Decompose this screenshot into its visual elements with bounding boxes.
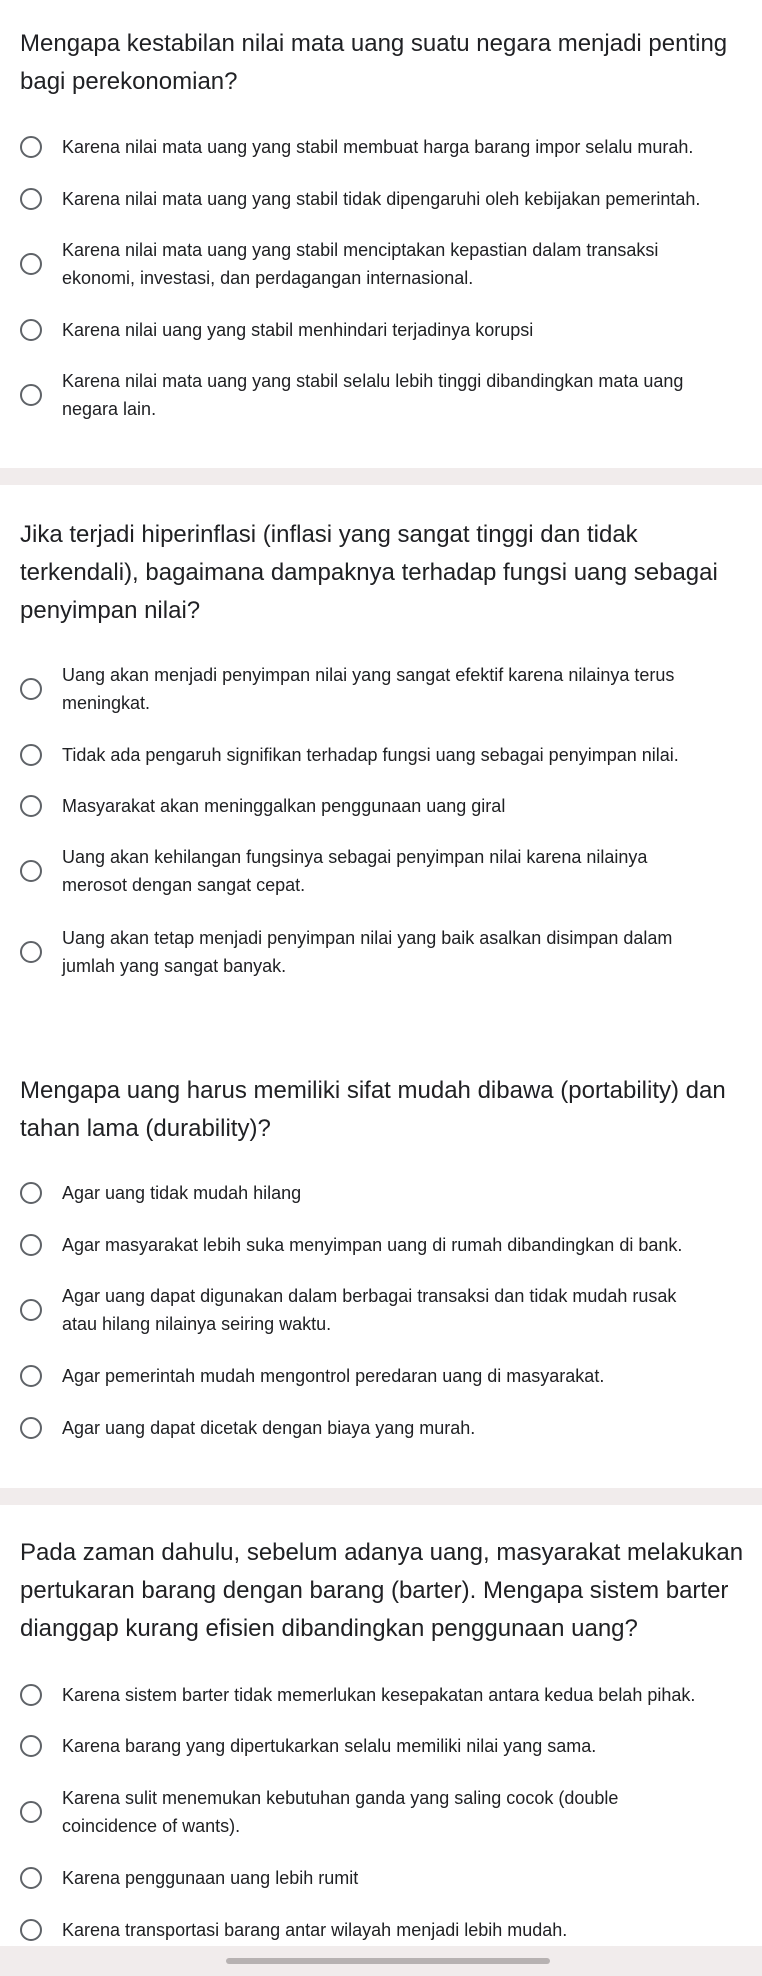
radio-button[interactable] [20, 678, 42, 700]
radio-button[interactable] [20, 136, 42, 158]
option-label: Karena nilai mata uang yang stabil menciptakan kepastian dalam transaksi ekonomi, investasi, dan perdagangan internasional. [62, 240, 659, 288]
radio-button[interactable] [20, 744, 42, 766]
option-label: Agar pemerintah mudah mengontrol peredaran uang di masyarakat. [62, 1366, 605, 1386]
option-label: Karena sistem barter tidak memerlukan kesepakatan antara kedua belah pihak. [62, 1685, 696, 1705]
option-label: Karena sulit menemukan kebutuhan ganda yang saling cocok (double coincidence of wants). [62, 1788, 619, 1836]
radio-button[interactable] [20, 253, 42, 275]
question-line: tahan lama (durability)? [20, 1115, 271, 1142]
radio-button[interactable] [20, 860, 42, 882]
question-card [0, 485, 762, 1042]
option-label: Masyarakat akan meninggalkan penggunaan uang giral [62, 796, 506, 816]
option-label: Karena penggunaan uang lebih rumit [62, 1868, 359, 1888]
option-label: Karena nilai mata uang yang stabil selalu lebih tinggi dibandingkan mata uang negara lain. [62, 371, 684, 419]
option-label: Agar uang tidak mudah hilang [62, 1183, 302, 1203]
option-label: Karena nilai mata uang yang stabil membuat harga barang impor selalu murah. [62, 137, 694, 157]
home-indicator[interactable] [226, 1958, 550, 1964]
question-line: Mengapa kestabilan nilai mata uang suatu negara menjadi penting [20, 30, 728, 57]
radio-button[interactable] [20, 1801, 42, 1823]
option-label: Uang akan menjadi penyimpan nilai yang sangat efektif karena nilainya terus meningkat. [62, 665, 675, 713]
option-label: Tidak ada pengaruh signifikan terhadap fungsi uang sebagai penyimpan nilai. [62, 745, 679, 765]
radio-button[interactable] [20, 1299, 42, 1321]
radio-button[interactable] [20, 384, 42, 406]
question-line: penyimpan nilai? [20, 597, 201, 624]
question-text [20, 1534, 762, 1648]
question-line: Jika terjadi hiperinflasi (inflasi yang sangat tinggi dan tidak [20, 521, 638, 548]
option-label: Agar masyarakat lebih suka menyimpan uang di rumah dibandingkan di bank. [62, 1235, 683, 1255]
option-label: Karena transportasi barang antar wilayah menjadi lebih mudah. [62, 1920, 568, 1940]
question-text [20, 25, 762, 101]
option-label: Karena nilai mata uang yang stabil tidak dipengaruhi oleh kebijakan pemerintah. [62, 189, 701, 209]
option-label: Uang akan kehilangan fungsinya sebagai penyimpan nilai karena nilainya merosot dengan sangat cepat. [62, 847, 648, 895]
question-line: Pada zaman dahulu, sebelum adanya uang, masyarakat melakukan [20, 1539, 744, 1566]
question-text [20, 516, 762, 630]
radio-button[interactable] [20, 795, 42, 817]
radio-button[interactable] [20, 319, 42, 341]
question-line: dianggap kurang efisien dibandingkan penggunaan uang? [20, 1615, 638, 1642]
radio-button[interactable] [20, 1417, 42, 1439]
question-line: terkendali), bagaimana dampaknya terhadap fungsi uang sebagai [20, 559, 718, 586]
radio-button[interactable] [20, 188, 42, 210]
question-line: Mengapa uang harus memiliki sifat mudah dibawa (portability) dan [20, 1077, 726, 1104]
question-card [0, 1042, 762, 1488]
question-line: pertukaran barang dengan barang (barter). Mengapa sistem barter [20, 1577, 729, 1604]
radio-button[interactable] [20, 1365, 42, 1387]
option-label: Karena barang yang dipertukarkan selalu memiliki nilai yang sama. [62, 1736, 597, 1756]
radio-button[interactable] [20, 1735, 42, 1757]
question-card [0, 1505, 762, 1946]
radio-button[interactable] [20, 941, 42, 963]
question-card [0, 0, 762, 468]
radio-button[interactable] [20, 1684, 42, 1706]
option-label: Agar uang dapat digunakan dalam berbagai transaksi dan tidak mudah rusak atau hilang nilainya seiring waktu. [62, 1286, 677, 1334]
radio-button[interactable] [20, 1867, 42, 1889]
radio-button[interactable] [20, 1182, 42, 1204]
question-text [20, 1072, 762, 1148]
radio-button[interactable] [20, 1919, 42, 1941]
question-line: bagi perekonomian? [20, 68, 238, 95]
radio-button[interactable] [20, 1234, 42, 1256]
option-label: Agar uang dapat dicetak dengan biaya yang murah. [62, 1418, 476, 1438]
option-label: Karena nilai uang yang stabil menhindari terjadinya korupsi [62, 320, 534, 340]
option-label: Uang akan tetap menjadi penyimpan nilai yang baik asalkan disimpan dalam jumlah yang sangat banyak. [62, 928, 673, 976]
